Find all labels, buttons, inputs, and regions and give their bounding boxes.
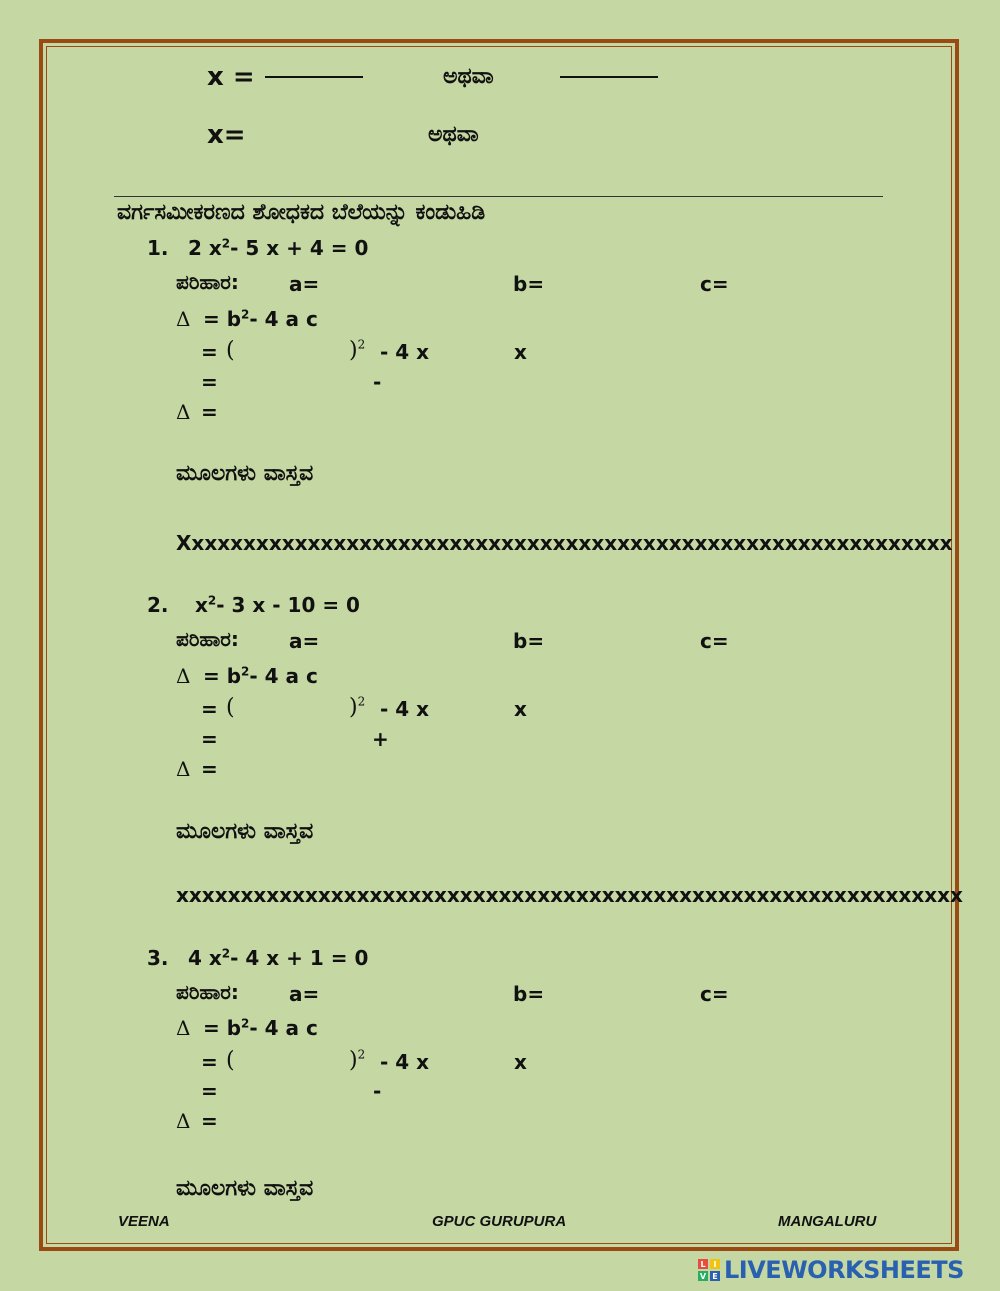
close-parenthesis: )$^2$ [349, 337, 366, 363]
coefficient-b-label: b= [513, 629, 545, 653]
roots-nature-label: ಮೂಲಗಳು ವಾಸ್ತವ [176, 819, 314, 844]
coefficient-a-label: a= [289, 982, 320, 1006]
roots-nature-label: ಮೂಲಗಳು ವಾಸ್ತವ [176, 1176, 314, 1201]
equals-sign: = [201, 1079, 218, 1103]
delta-symbol: Δ [176, 307, 191, 331]
coefficient-c-label: c= [700, 982, 729, 1006]
multiply-x: x [514, 1050, 527, 1074]
solution-label: ಪರಿಹಾರ: [176, 980, 239, 1004]
problem-equation: 2 $x^2-$ 5 x + 4 = 0 [188, 236, 369, 260]
logo-icon [698, 1259, 720, 1281]
equals-sign: = [201, 370, 218, 394]
athava-label-2: ಅಥವಾ [428, 122, 479, 147]
coefficient-a-label: a= [289, 629, 320, 653]
logo-cell: E [710, 1271, 720, 1281]
problem-number: 2. [147, 593, 169, 617]
coefficient-c-label: c= [700, 272, 729, 296]
operator-sign: - [373, 370, 382, 394]
multiply-x: x [514, 340, 527, 364]
answer-blank-1[interactable] [265, 76, 363, 78]
equals-sign: = [201, 1109, 218, 1133]
problem-equation: 4 $x^2-$ 4 x + 1 = 0 [188, 946, 369, 970]
delta-symbol: Δ [176, 1109, 191, 1133]
minus-4x-term: - 4 x [380, 697, 430, 721]
coefficient-b-label: b= [513, 982, 545, 1006]
liveworksheets-logo[interactable] [698, 1256, 964, 1284]
discriminant-formula: = $b^2-$ 4 a c [203, 307, 318, 331]
minus-4x-term: - 4 x [380, 1050, 430, 1074]
logo-cell: I [710, 1259, 720, 1269]
equals-sign: = [201, 697, 218, 721]
separator-line: Xxxxxxxxxxxxxxxxxxxxxxxxxxxxxxxxxxxxxxxxxxxxxxxxxxxxxxxxxxxx [176, 531, 953, 555]
solution-label: ಪರಿಹಾರ: [176, 627, 239, 651]
logo-cell: V [699, 1271, 707, 1281]
equals-sign: = [201, 727, 218, 751]
equals-sign: = [201, 340, 218, 364]
discriminant-formula: = $b^2-$ 4 a c [203, 664, 318, 688]
answer-blank-2[interactable] [560, 76, 658, 78]
equals-sign: = [201, 757, 218, 781]
close-parenthesis: )$^2$ [349, 1047, 366, 1073]
section-title: ವರ್ಗಸಮೀಕರಣದ ಶೋಧಕದ ಬೆಲೆಯನ್ನು ಕಂಡುಹಿಡಿ [117, 200, 486, 225]
roots-nature-label: ಮೂಲಗಳು ವಾಸ್ತವ [176, 461, 314, 486]
minus-4x-term: - 4 x [380, 340, 430, 364]
footer-city: MANGALURU [778, 1213, 877, 1230]
x-formula-label-2: x= [207, 120, 246, 150]
multiply-x: x [514, 697, 527, 721]
delta-symbol: Δ [176, 757, 191, 781]
problem-equation: $x^2-$ 3 x - 10 = 0 [195, 593, 360, 617]
logo-text: LIVEWORKSHEETS [724, 1256, 964, 1284]
logo-cell: L [698, 1259, 708, 1269]
solution-label: ಪರಿಹಾರ: [176, 270, 239, 294]
separator-line: xxxxxxxxxxxxxxxxxxxxxxxxxxxxxxxxxxxxxxxxxxxxxxxxxxxxxxxxxxxxx [176, 883, 963, 907]
x-formula-label-1: x = [207, 62, 255, 92]
problem-number: 3. [147, 946, 169, 970]
operator-sign: + [372, 727, 389, 751]
coefficient-b-label: b= [513, 272, 545, 296]
divider-line [114, 196, 883, 197]
delta-symbol: Δ [176, 664, 191, 688]
problem-number: 1. [147, 236, 169, 260]
delta-symbol: Δ [176, 400, 191, 424]
coefficient-c-label: c= [700, 629, 729, 653]
athava-label-1: ಅಥವಾ [443, 64, 494, 89]
equals-sign: = [201, 400, 218, 424]
footer-author: VEENA [118, 1213, 170, 1230]
footer-school: GPUC GURUPURA [432, 1213, 567, 1230]
equals-sign: = [201, 1050, 218, 1074]
discriminant-formula: = $b^2-$ 4 a c [203, 1016, 318, 1040]
close-parenthesis: )$^2$ [349, 694, 366, 720]
operator-sign: - [373, 1079, 382, 1103]
open-parenthesis: ( [226, 695, 235, 720]
coefficient-a-label: a= [289, 272, 320, 296]
open-parenthesis: ( [226, 338, 235, 363]
open-parenthesis: ( [226, 1048, 235, 1073]
delta-symbol: Δ [176, 1016, 191, 1040]
